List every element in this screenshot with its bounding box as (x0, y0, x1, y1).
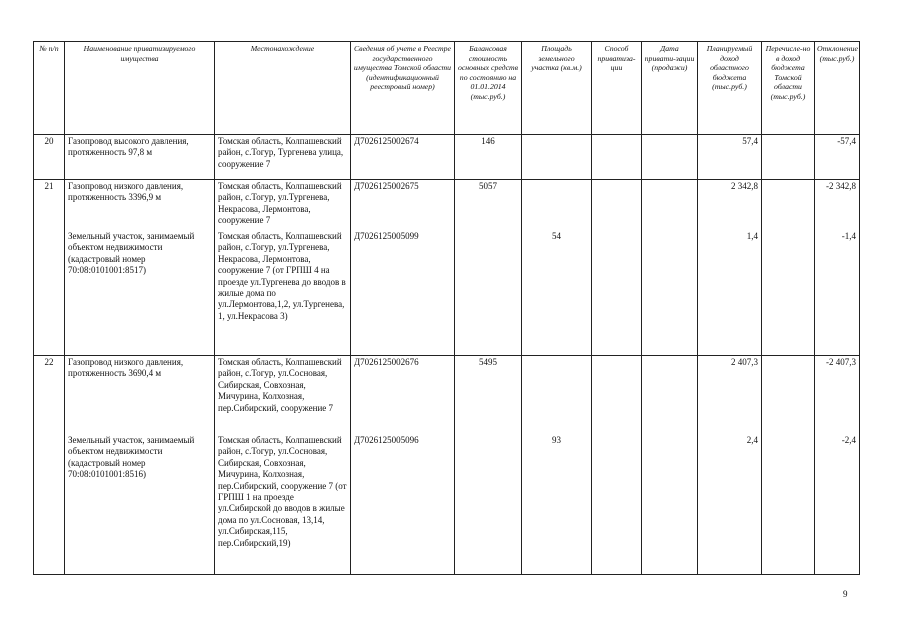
row-name: Земельный участок, занимаемый объектом недвижимости (кадастровый номер 70:08:0101001:8516) (65, 434, 215, 575)
row-balance: 146 (455, 135, 522, 180)
row-location: Томская область, Колпашевский район, с.Тогур, ул.Сосновая, Сибирская, Совхозная, Мичурина, Колхозная, пер.Сибирский, сооружение 7 (от ГРПШ 1 на проезде ул.Сибирской до вводов в жилые дома по ул.Сосновая, 13,14, ул.Сибирская,115, пер.Сибирский,19) (215, 434, 351, 575)
row-location: Томская область, Колпашевский район, с.Тогур, ул.Сосновая, Сибирская, Совхозная, Мичурина, Колхозная, пер.Сибирский, сооружение 7 (215, 356, 351, 435)
row-registry: Д7026125005099 (351, 230, 455, 356)
row-paid (762, 356, 815, 435)
header-date: Дата привати-зации (продажи) (642, 42, 698, 135)
row-num: 20 (34, 135, 65, 180)
privatization-table (33, 41, 860, 575)
header-paid: Перечисле-но в доход бюджета Томской области (тыс.руб.) (762, 42, 815, 135)
row-deviation: -2,4 (815, 434, 860, 575)
row-registry: Д7026125002676 (351, 356, 455, 435)
row-method (592, 135, 642, 180)
row-name: Газопровод низкого давления, протяженность 3396,9 м (65, 180, 215, 231)
row-date (642, 180, 698, 231)
row-paid (762, 180, 815, 231)
row-planned: 2,4 (698, 434, 762, 575)
row-name: Земельный участок, занимаемый объектом недвижимости (кадастровый номер 70:08:0101001:8517) (65, 230, 215, 356)
header-balance: Балансовая стоимость основных средств по состоянию на 01.01.2014 (тыс.руб.) (455, 42, 522, 135)
row-method (592, 434, 642, 575)
header-num: № п/п (34, 42, 65, 135)
row-num (34, 230, 65, 356)
row-location: Томская область, Колпашевский район, с.Тогур, ул.Тургенева, Некрасова, Лермонтова, сооружение 7 (215, 180, 351, 231)
table-row (34, 135, 860, 180)
row-num (34, 434, 65, 575)
row-date (642, 356, 698, 435)
row-name: Газопровод высокого давления, протяженность 97,8 м (65, 135, 215, 180)
row-location: Томская область, Колпашевский район, с.Тогур, ул.Тургенева, Некрасова, Лермонтова, сооружение 7 (от ГРПШ 4 на проезде ул.Тургенева до вводов в жилые дома по ул.Лермонтова,1,2, ул.Тургенева, 1, ул.Некрасова 3) (215, 230, 351, 356)
row-deviation: -57,4 (815, 135, 860, 180)
header-method: Способ приватиза-ции (592, 42, 642, 135)
row-balance (455, 434, 522, 575)
page-number: 9 (843, 589, 848, 599)
header-location: Местонахождение (215, 42, 351, 135)
table-row (34, 180, 860, 231)
table-row (34, 230, 860, 356)
header-area: Площадь земельного участка (кв.м.) (522, 42, 592, 135)
row-name: Газопровод низкого давления, протяженность 3690,4 м (65, 356, 215, 435)
row-location: Томская область, Колпашевский район, с.Тогур, Тургенева улица, сооружение 7 (215, 135, 351, 180)
row-balance (455, 230, 522, 356)
row-area (522, 356, 592, 435)
row-date (642, 230, 698, 356)
row-area (522, 135, 592, 180)
table-row (34, 356, 860, 435)
row-method (592, 180, 642, 231)
row-planned: 2 342,8 (698, 180, 762, 231)
table-row (34, 434, 860, 575)
row-num: 22 (34, 356, 65, 435)
row-num: 21 (34, 180, 65, 231)
row-paid (762, 135, 815, 180)
row-method (592, 230, 642, 356)
row-deviation: -1,4 (815, 230, 860, 356)
header-planned: Планируемый доход областного бюджета (тыс.руб.) (698, 42, 762, 135)
header-deviation: Отклонение (тыс.руб.) (815, 42, 860, 135)
table-header-row (34, 42, 860, 135)
row-planned: 1,4 (698, 230, 762, 356)
row-paid (762, 230, 815, 356)
row-date (642, 135, 698, 180)
row-planned: 57,4 (698, 135, 762, 180)
header-registry: Сведения об учете в Реестре государственного имущества Томской области (идентификационный реестровый номер) (351, 42, 455, 135)
row-area (522, 180, 592, 231)
row-area: 93 (522, 434, 592, 575)
row-method (592, 356, 642, 435)
row-area: 54 (522, 230, 592, 356)
header-name: Наименование приватизируемого имущества (65, 42, 215, 135)
row-deviation: -2 342,8 (815, 180, 860, 231)
row-planned: 2 407,3 (698, 356, 762, 435)
row-registry: Д7026125002675 (351, 180, 455, 231)
row-balance: 5495 (455, 356, 522, 435)
row-date (642, 434, 698, 575)
row-balance: 5057 (455, 180, 522, 231)
row-registry: Д7026125002674 (351, 135, 455, 180)
row-registry: Д7026125005096 (351, 434, 455, 575)
row-deviation: -2 407,3 (815, 356, 860, 435)
row-paid (762, 434, 815, 575)
